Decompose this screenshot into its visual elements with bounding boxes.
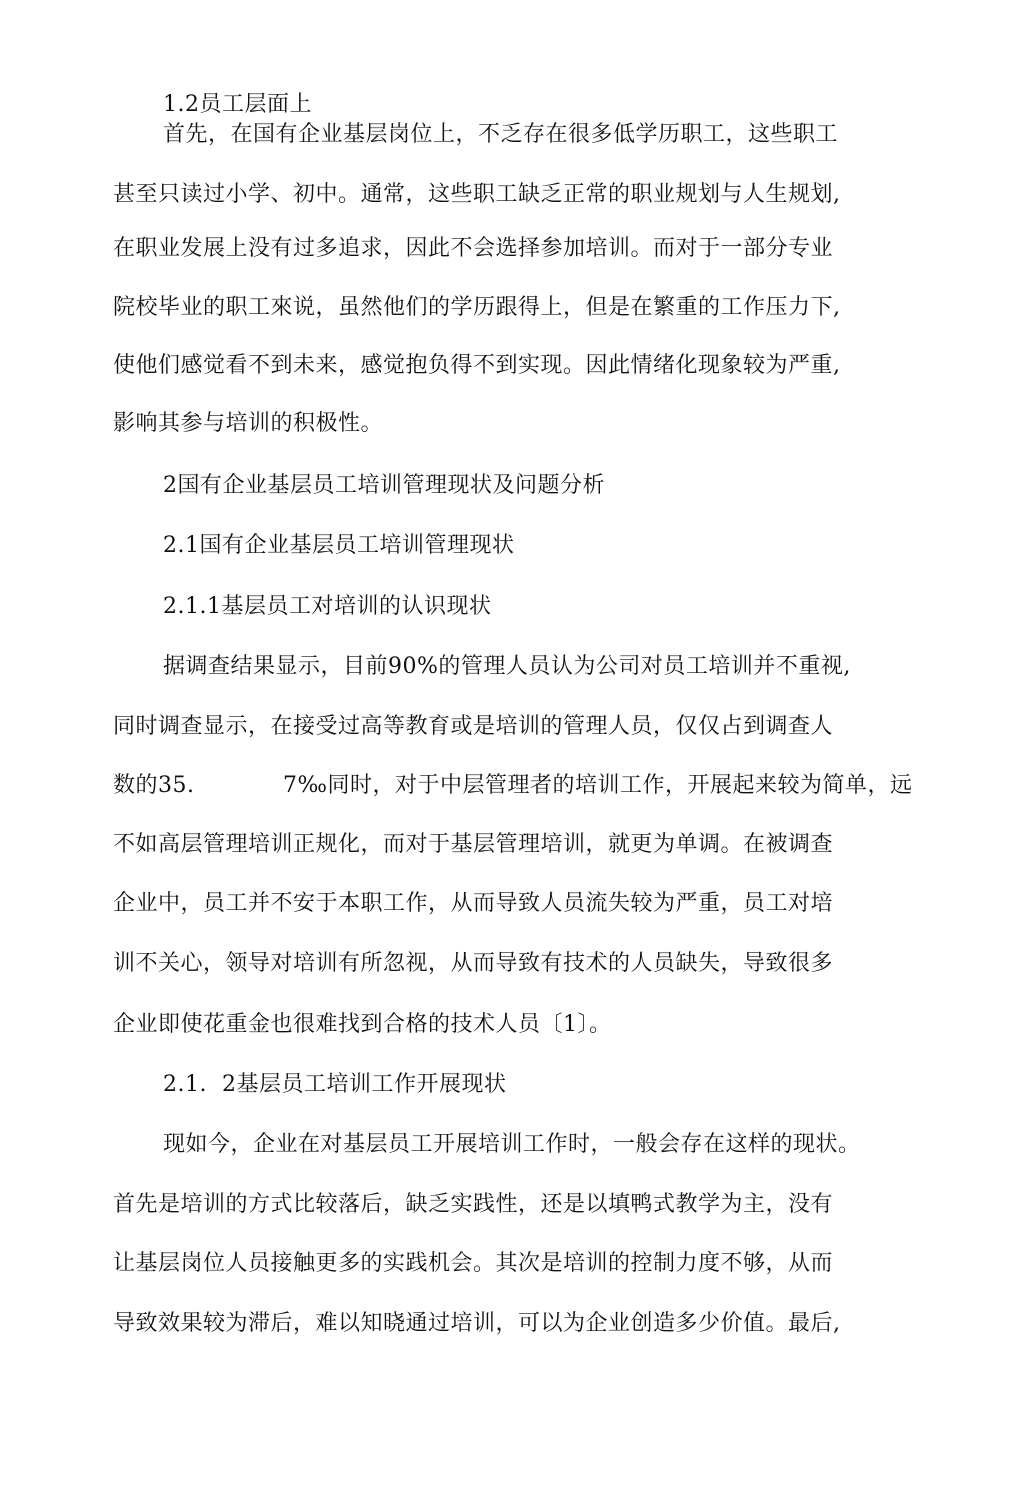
paragraph-line: 在职业发展上没有过多追求，因此不会选择参加培训。而对于一部分专业 bbox=[113, 236, 834, 261]
paragraph-line: 影响其参与培训的积极性。 bbox=[113, 411, 384, 436]
paragraph-line: 企业中，员工并不安于本职工作，从而导致人员流失较为严重，员工对培 bbox=[113, 891, 834, 916]
paragraph-line: 甚至只读过小学、初中。通常，这些职工缺乏正常的职业规划与人生规划, bbox=[113, 182, 841, 207]
paragraph-line: 数的35. bbox=[113, 773, 195, 798]
paragraph-line: 首先是培训的方式比较落后，缺乏实践性，还是以填鸭式教学为主，没有 bbox=[113, 1192, 834, 1217]
paragraph-line: 7‰同时，对于中层管理者的培训工作，开展起来较为简单，远 bbox=[283, 773, 913, 798]
paragraph-line: 企业即使花重金也很难找到合格的技术人员〔1〕。 bbox=[113, 1012, 612, 1037]
paragraph-line: 使他们感觉看不到未来，感觉抱负得不到实现。因此情绪化现象较为严重, bbox=[113, 353, 841, 378]
paragraph-line: 训不关心，领导对培训有所忽视，从而导致有技术的人员缺失，导致很多 bbox=[113, 951, 834, 976]
paragraph-line: 院校毕业的职工來说，虽然他们的学历跟得上，但是在繁重的工作压力下, bbox=[113, 295, 841, 320]
section-heading: 2国有企业基层员工培训管理现状及问题分析 bbox=[163, 473, 605, 498]
paragraph-line: 导致效果较为滞后，难以知晓通过培训，可以为企业创造多少价值。最后, bbox=[113, 1311, 841, 1336]
paragraph-line: 同时调查显示，在接受过高等教育或是培训的管理人员，仅仅占到调查人 bbox=[113, 714, 834, 739]
section-heading: 1.2员工层面上 bbox=[163, 92, 312, 117]
paragraph-line: 据调查结果显示，目前90%的管理人员认为公司对员工培训并不重视, bbox=[163, 654, 851, 679]
paragraph-line: 不如高层管理培训正规化，而对于基层管理培训，就更为单调。在被调查 bbox=[113, 832, 834, 857]
section-heading: 2.1国有企业基层员工培训管理现状 bbox=[163, 533, 515, 558]
section-heading: 2.1. 2基层员工培训工作开展现状 bbox=[163, 1072, 507, 1097]
paragraph-line: 现如今，企业在对基层员工开展培训工作时，一般会存在这样的现状。 bbox=[163, 1132, 861, 1157]
paragraph-line: 首先，在国有企业基层岗位上，不乏存在很多低学历职工，这些职工 bbox=[163, 122, 839, 147]
section-heading: 2.1.1基层员工对培训的认识现状 bbox=[163, 594, 492, 619]
paragraph-line: 让基层岗位人员接触更多的实践机会。其次是培训的控制力度不够，从而 bbox=[113, 1251, 834, 1276]
